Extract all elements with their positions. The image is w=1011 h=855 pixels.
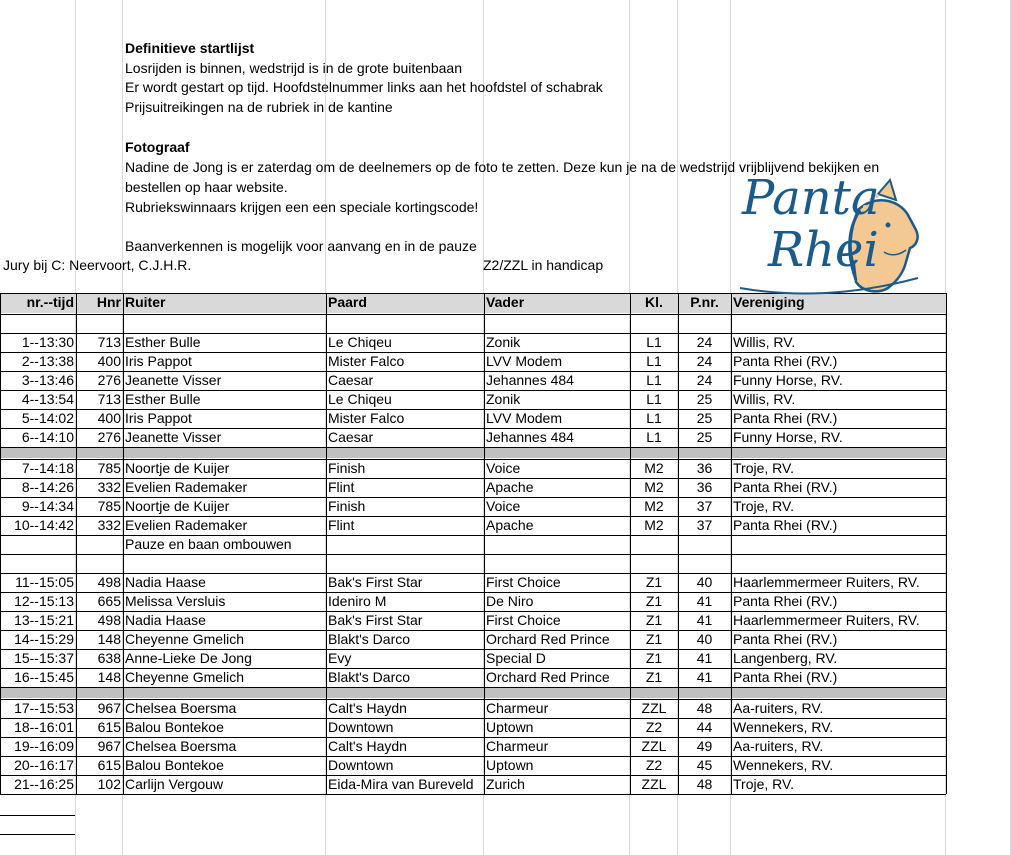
bridle-number-cell: 638 (97, 650, 121, 666)
rider-cell: Nadia Haase (125, 574, 206, 590)
rider-cell: Evelien Rademaker (125, 517, 248, 533)
test-number-cell: 44 (696, 719, 713, 735)
club-cell: Funny Horse, RV. (733, 372, 843, 388)
blank-row (0, 314, 946, 333)
time-slot-cell: 15--15:37 (14, 650, 74, 666)
class-cell: ZZL (641, 700, 667, 716)
class-cell: M2 (644, 517, 664, 533)
test-number-cell: 40 (696, 574, 713, 590)
sire-cell: Apache (486, 517, 534, 533)
startlist-title: Definitieve startlijst (125, 40, 255, 56)
test-number-cell: 24 (696, 372, 713, 388)
sire-cell: Zonik (486, 334, 521, 350)
rider-cell: Noortje de Kuijer (125, 460, 230, 476)
header-time-slot-cell: nr.--tijd (26, 294, 74, 310)
intro-line: Er wordt gestart op tijd. Hoofdstelnummer links aan het hoofdstel of schabrak (125, 79, 603, 95)
time-slot-cell: 12--15:13 (14, 593, 74, 609)
rider-cell: Carlijn Vergouw (125, 776, 224, 792)
time-slot-cell: 5--14:02 (21, 410, 74, 426)
photographer-title: Fotograaf (125, 139, 190, 155)
club-cell: Langenberg, RV. (733, 650, 838, 666)
test-number-cell: 36 (696, 460, 713, 476)
class-cell: Z1 (645, 631, 663, 647)
group-separator-row (0, 687, 946, 698)
time-slot-cell: 3--13:46 (21, 372, 74, 388)
header-sire-cell: Vader (486, 294, 525, 310)
table-row (0, 756, 946, 775)
club-cell: Troje, RV. (733, 460, 794, 476)
class-cell: L1 (646, 429, 662, 445)
logo-text-rhei: Rhei (768, 222, 879, 278)
test-number-cell: 37 (696, 517, 713, 533)
bridle-number-cell: 400 (97, 353, 121, 369)
sire-cell: De Niro (486, 593, 534, 609)
club-cell: Funny Horse, RV. (733, 429, 843, 445)
time-slot-cell: 2--13:38 (21, 353, 74, 369)
table-row (0, 390, 946, 409)
horse-cell: Blakt's Darco (328, 669, 411, 685)
header-bridle-number-cell: Hnr (96, 294, 121, 310)
course-walk-note: Baanverkennen is mogelijk voor aanvang en in de pauze (125, 238, 477, 254)
table-row (0, 668, 946, 687)
time-slot-cell: 17--15:53 (14, 700, 74, 716)
header-rider-cell: Ruiter (125, 294, 166, 310)
class-cell: Z2 (645, 719, 663, 735)
class-cell: Z1 (645, 574, 663, 590)
bridle-number-cell: 276 (97, 429, 121, 445)
rider-cell: Chelsea Boersma (125, 738, 237, 754)
sire-cell: Jehannes 484 (486, 429, 574, 445)
intro-line: Prijsuitreikingen na de rubriek in de kantine (125, 99, 393, 115)
test-number-cell: 48 (696, 776, 713, 792)
table-row (0, 775, 946, 794)
class-cell: ZZL (641, 738, 667, 754)
header-horse-cell: Paard (328, 294, 367, 310)
horse-cell: Le Chiqeu (328, 391, 392, 407)
header-club-cell: Vereniging (733, 294, 805, 310)
photographer-line: Nadine de Jong is er zaterdag om de deelnemers op de foto te zetten. Deze kun je na de wedstrijd vrijblijvend bekijken en (125, 159, 880, 175)
class-cell: M2 (644, 479, 664, 495)
horse-cell: Flint (328, 479, 355, 495)
club-cell: Haarlemmermeer Ruiters, RV. (733, 574, 920, 590)
bridle-number-cell: 498 (97, 574, 121, 590)
time-slot-cell: 8--14:26 (21, 479, 74, 495)
sire-cell: LVV Modem (486, 353, 562, 369)
bridle-number-cell: 148 (97, 631, 121, 647)
sire-cell: Zonik (486, 391, 521, 407)
panta-rhei-logo (738, 170, 924, 296)
photographer-line: Rubriekswinnaars krijgen een een speciale kortingscode! (125, 199, 479, 215)
time-slot-cell: 18--16:01 (14, 719, 74, 735)
rider-cell: Balou Bontekoe (125, 757, 224, 773)
class-cell: Z1 (645, 650, 663, 666)
horse-cell: Mister Falco (328, 353, 405, 369)
bridle-number-cell: 332 (97, 517, 121, 533)
class-cell: Z1 (645, 612, 663, 628)
time-slot-cell: 11--15:05 (15, 574, 74, 590)
club-cell: Panta Rhei (RV.) (733, 353, 838, 369)
horse-cell: Bak's First Star (328, 612, 423, 628)
time-slot-cell: 10--14:42 (14, 517, 74, 533)
table-row (0, 718, 946, 737)
club-cell: Aa-ruiters, RV. (733, 738, 824, 754)
table-row (0, 573, 946, 592)
test-number-cell: 40 (696, 631, 713, 647)
rider-cell: Noortje de Kuijer (125, 498, 230, 514)
bridle-number-cell: 102 (97, 776, 121, 792)
sire-cell: First Choice (486, 574, 561, 590)
sire-cell: Uptown (486, 719, 534, 735)
horse-cell: Eida-Mira van Bureveld (328, 776, 474, 792)
time-slot-cell: 21--16:25 (14, 776, 74, 792)
class-cell: L1 (646, 372, 662, 388)
horse-cell: Flint (328, 517, 355, 533)
club-cell: Panta Rhei (RV.) (733, 479, 838, 495)
horse-cell: Mister Falco (328, 410, 405, 426)
test-number-cell: 48 (696, 700, 713, 716)
test-number-cell: 24 (696, 353, 713, 369)
sire-cell: Zurich (486, 776, 525, 792)
time-slot-cell: 20--16:17 (14, 757, 74, 773)
pause-row (0, 535, 946, 554)
bridle-number-cell: 967 (97, 700, 121, 716)
rider-cell: Balou Bontekoe (125, 719, 224, 735)
bridle-number-cell: 713 (97, 334, 121, 350)
table-row (0, 592, 946, 611)
test-number-cell: 41 (696, 669, 713, 685)
footer-line (0, 815, 75, 816)
bridle-number-cell: 785 (97, 498, 121, 514)
time-slot-cell: 4--13:54 (21, 391, 74, 407)
bridle-number-cell: 967 (97, 738, 121, 754)
class-cell: Z2 (645, 757, 663, 773)
sire-cell: Uptown (486, 757, 534, 773)
test-number-cell: 25 (696, 410, 713, 426)
sire-cell: Jehannes 484 (486, 372, 574, 388)
horse-cell: Caesar (328, 372, 374, 388)
handicap-note: Z2/ZZL in handicap (483, 257, 604, 273)
rider-cell: Melissa Versluis (125, 593, 226, 609)
class-cell: L1 (646, 353, 662, 369)
pause-text: Pauze en baan ombouwen (125, 536, 292, 552)
horse-cell: Downtown (328, 719, 394, 735)
table-row (0, 649, 946, 668)
test-number-cell: 36 (696, 479, 713, 495)
rider-cell: Esther Bulle (125, 334, 201, 350)
time-slot-cell: 6--14:10 (21, 429, 74, 445)
class-cell: Z1 (645, 669, 663, 685)
class-cell: L1 (646, 334, 662, 350)
bridle-number-cell: 332 (97, 479, 121, 495)
rider-cell: Chelsea Boersma (125, 700, 237, 716)
test-number-cell: 24 (696, 334, 713, 350)
club-cell: Wennekers, RV. (733, 719, 834, 735)
table-row (0, 478, 946, 497)
footer-line (0, 834, 75, 835)
sire-cell: Apache (486, 479, 534, 495)
bridle-number-cell: 615 (97, 757, 121, 773)
test-number-cell: 41 (696, 593, 713, 609)
rider-cell: Jeanette Visser (125, 429, 222, 445)
sire-cell: Orchard Red Prince (486, 669, 610, 685)
club-cell: Panta Rhei (RV.) (733, 593, 838, 609)
test-number-cell: 41 (696, 612, 713, 628)
club-cell: Haarlemmermeer Ruiters, RV. (733, 612, 920, 628)
table-row (0, 371, 946, 390)
time-slot-cell: 13--15:21 (14, 612, 74, 628)
time-slot-cell: 16--15:45 (14, 669, 74, 685)
test-number-cell: 49 (696, 738, 713, 754)
class-cell: Z1 (645, 593, 663, 609)
test-number-cell: 45 (696, 757, 713, 773)
table-row (0, 699, 946, 718)
test-number-cell: 25 (696, 429, 713, 445)
group-separator-row (0, 447, 946, 458)
table-row (0, 737, 946, 756)
horse-cell: Downtown (328, 757, 394, 773)
bridle-number-cell: 615 (97, 719, 121, 735)
horse-cell: Caesar (328, 429, 374, 445)
bridle-number-cell: 498 (97, 612, 121, 628)
sire-cell: Special D (486, 650, 546, 666)
horse-cell: Evy (328, 650, 352, 666)
time-slot-cell: 1--13:30 (21, 334, 74, 350)
sire-cell: Charmeur (486, 738, 549, 754)
class-cell: M2 (644, 498, 664, 514)
horse-cell: Blakt's Darco (328, 631, 411, 647)
horse-cell: Finish (328, 498, 366, 514)
rider-cell: Cheyenne Gmelich (125, 669, 245, 685)
rider-cell: Iris Pappot (125, 410, 192, 426)
horse-cell: Le Chiqeu (328, 334, 392, 350)
horse-cell: Calt's Haydn (328, 738, 407, 754)
test-number-cell: 25 (696, 391, 713, 407)
rider-cell: Nadia Haase (125, 612, 206, 628)
table-row (0, 516, 946, 535)
table-row (0, 630, 946, 649)
rider-cell: Esther Bulle (125, 391, 201, 407)
rider-cell: Anne-Lieke De Jong (125, 650, 252, 666)
rider-cell: Evelien Rademaker (125, 479, 248, 495)
intro-line: Losrijden is binnen, wedstrijd is in de grote buitenbaan (125, 60, 462, 76)
table-row (0, 352, 946, 371)
class-cell: M2 (644, 460, 664, 476)
horse-cell: Ideniro M (328, 593, 387, 609)
table-row (0, 333, 946, 352)
photographer-line: bestellen op haar website. (125, 179, 288, 195)
club-cell: Willis, RV. (733, 391, 796, 407)
time-slot-cell: 14--15:29 (14, 631, 74, 647)
rider-cell: Iris Pappot (125, 353, 192, 369)
test-number-cell: 41 (696, 650, 713, 666)
rider-cell: Jeanette Visser (125, 372, 222, 388)
header-test-number-cell: P.nr. (690, 294, 719, 310)
table-row (0, 497, 946, 516)
bridle-number-cell: 148 (97, 669, 121, 685)
club-cell: Aa-ruiters, RV. (733, 700, 824, 716)
club-cell: Troje, RV. (733, 498, 794, 514)
jury-note: Jury bij C: Neervoort, C.J.H.R. (3, 257, 192, 273)
sire-cell: First Choice (486, 612, 561, 628)
class-cell: L1 (646, 410, 662, 426)
horse-cell: Calt's Haydn (328, 700, 407, 716)
table-row (0, 459, 946, 478)
blank-row (0, 554, 946, 573)
table-row (0, 428, 946, 447)
time-slot-cell: 9--14:34 (21, 498, 74, 514)
test-number-cell: 37 (696, 498, 713, 514)
bridle-number-cell: 665 (97, 593, 121, 609)
sire-cell: Voice (486, 498, 521, 514)
logo-text-panta: Panta (742, 170, 880, 226)
club-cell: Panta Rhei (RV.) (733, 517, 838, 533)
sire-cell: LVV Modem (486, 410, 562, 426)
rider-cell: Cheyenne Gmelich (125, 631, 245, 647)
horse-cell: Finish (328, 460, 366, 476)
table-row (0, 611, 946, 630)
bridle-number-cell: 785 (97, 460, 121, 476)
bridle-number-cell: 713 (97, 391, 121, 407)
bridle-number-cell: 276 (97, 372, 121, 388)
sire-cell: Orchard Red Prince (486, 631, 610, 647)
class-cell: L1 (646, 391, 662, 407)
table-row (0, 409, 946, 428)
club-cell: Panta Rhei (RV.) (733, 669, 838, 685)
time-slot-cell: 19--16:09 (14, 738, 74, 754)
sire-cell: Voice (486, 460, 521, 476)
sire-cell: Charmeur (486, 700, 549, 716)
club-cell: Wennekers, RV. (733, 757, 834, 773)
club-cell: Panta Rhei (RV.) (733, 631, 838, 647)
time-slot-cell: 7--14:18 (21, 460, 74, 476)
bridle-number-cell: 400 (97, 410, 121, 426)
horse-cell: Bak's First Star (328, 574, 423, 590)
club-cell: Troje, RV. (733, 776, 794, 792)
club-cell: Panta Rhei (RV.) (733, 410, 838, 426)
club-cell: Willis, RV. (733, 334, 796, 350)
class-cell: ZZL (641, 776, 667, 792)
header-class-cell: Kl. (645, 294, 663, 310)
